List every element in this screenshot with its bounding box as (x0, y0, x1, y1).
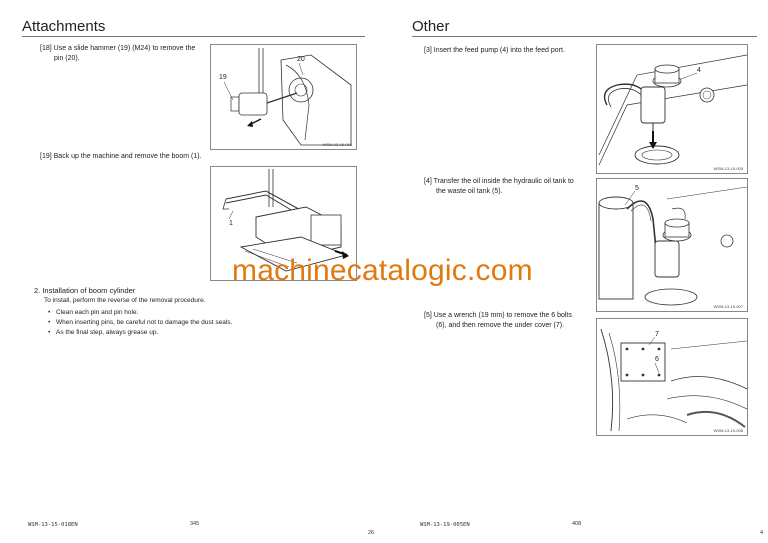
section-intro: To install, perform the reverse of the removal procedure. (44, 297, 206, 304)
step-19 (40, 152, 240, 162)
figure-code: WSM-13-15-018 (322, 142, 352, 147)
figure-code: WSM-13-19-007 (713, 304, 743, 309)
watermark: machinecatalogic.com (232, 254, 533, 287)
page-title: Attachments (22, 18, 106, 35)
waste-oil-tank-illustration (597, 179, 747, 311)
callout-4: 4 (697, 67, 701, 74)
figure-slide-hammer (210, 44, 357, 150)
title-rule (412, 36, 757, 37)
step-text: Back up the machine and remove the boom (1). (53, 153, 202, 160)
bullet-item (48, 319, 232, 326)
bullet-text: Clean each pin and pin hole. (56, 309, 139, 316)
step-text-line2: the waste oil tank (5). (436, 187, 503, 195)
footer-sheet-number: 26 (368, 530, 375, 536)
page-title: Other (412, 18, 450, 35)
callout-19: 19 (219, 74, 227, 81)
figure-code: WSM-13-19-008 (713, 428, 743, 433)
bullet-item (48, 329, 158, 336)
bullet-item (48, 309, 138, 316)
step-number: [3] (424, 47, 432, 54)
bullet-dot: • (48, 319, 51, 326)
step-number: [19] (40, 153, 52, 160)
bullet-dot: • (48, 329, 51, 336)
step-3 (424, 46, 594, 56)
callout-5: 5 (635, 185, 639, 192)
figure-code: WSM-13-19-005 (713, 166, 743, 171)
callout-1: 1 (229, 220, 233, 227)
bullet-text: When inserting pins, be careful not to damage the dust seals. (56, 319, 233, 326)
figure-under-cover (596, 318, 748, 436)
step-text-line1: Transfer the oil inside the hydraulic oil tank to (433, 178, 574, 185)
step-number: [18] (40, 45, 52, 52)
figure-feed-pump (596, 44, 748, 174)
feed-pump-illustration (597, 45, 747, 173)
footer-page-number: 345 (190, 521, 200, 527)
step-text: Insert the feed pump (4) into the feed port. (433, 47, 565, 54)
under-cover-illustration (597, 319, 747, 435)
footer-doc-code: WSM-13-19-005EN (420, 522, 470, 528)
step-5 (424, 311, 594, 330)
step-4 (424, 177, 596, 196)
callout-20: 20 (297, 56, 305, 63)
step-text-line1: Use a slide hammer (19) (M24) to remove the (53, 45, 196, 52)
bullet-text: As the final step, always grease up. (56, 329, 159, 336)
footer-sheet-number: 4 (760, 530, 764, 536)
footer-doc-code: WSM-13-15-018EN (28, 522, 78, 528)
figure-waste-oil-tank (596, 178, 748, 312)
step-number: [4] (424, 178, 432, 185)
bullet-dot: • (48, 309, 51, 316)
step-text-line1: Use a wrench (19 mm) to remove the 6 bolts (433, 312, 572, 319)
section-heading: 2. Installation of boom cylinder (34, 286, 136, 295)
callout-6: 6 (655, 356, 659, 363)
step-18 (40, 44, 208, 63)
title-rule (22, 36, 365, 37)
step-number: [5] (424, 312, 432, 319)
step-text-line2: (6), and then remove the under cover (7). (436, 321, 565, 329)
slide-hammer-illustration (211, 45, 356, 149)
step-text-line2: pin (20). (54, 54, 80, 62)
footer-page-number: 408 (572, 521, 582, 527)
callout-7: 7 (655, 331, 659, 338)
